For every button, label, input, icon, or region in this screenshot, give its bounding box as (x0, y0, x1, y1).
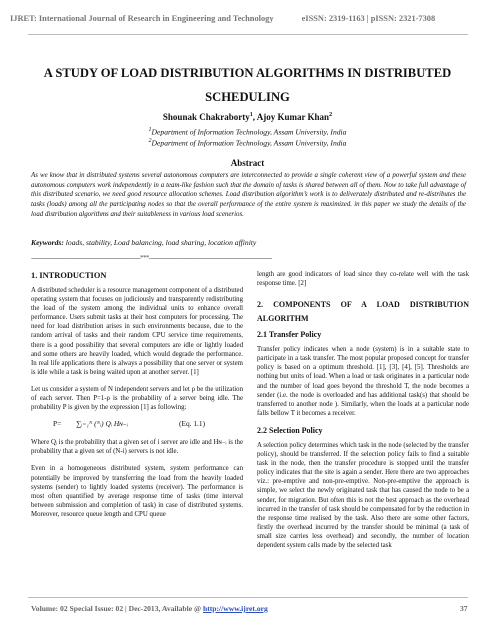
header-rule (28, 34, 468, 35)
affiliation-2 (0, 138, 495, 148)
abstract-text: As we know that in distributed systems several autonomous computers are interconnected to provide a single coherent view of a powerful system and these autonomous computers work independently in a team-like fashion such that the domain of tasks is shared between all of them. Now to take full advantage of this distributed scenario, we need good resource allocation schemes. Load distribution algorithm’s work is to deliverately distributed and re-distributes the tasks (loads) among all the participating nodes so that the overall performance of the entire system is maximized. in this paper we study the details of the load distribution algorithms and their suitableness in various load scenerios. (31, 172, 466, 218)
footer (31, 604, 471, 613)
paper-title: A STUDY OF LOAD DISTRIBUTION ALGORITHMS IN DISTRIBUTED SCHEDULING (43, 66, 452, 104)
keywords (31, 238, 471, 247)
aff-1-sup: 1 (148, 127, 152, 133)
footer-volume: Volume: 02 Special Issue: 02 | Dec-2013, Available @ (31, 604, 203, 613)
heading-components: 2. COMPONENTS OF A LOAD DISTRIBUTION ALGORITHM (257, 300, 469, 324)
equation-number: (Eq. 1.1) (179, 419, 206, 429)
author-2: , Ajoy Kumar Khan (252, 112, 330, 122)
aff-1-text: Department of Information Technology, Assam University, India (151, 127, 347, 137)
keywords-text: loads, stability, Load balancing, load sharing, location affinity (63, 238, 257, 247)
author-1: Shounak Chakraborty (162, 112, 250, 122)
continued-paragraph: length are good indicators of load since they co-relate well with the task response time. [2] (257, 271, 469, 288)
section-separator: ---------------------------------------------------------------***----------------------------------------------------------------------- (31, 254, 272, 262)
issn: eISSN: 2319-1163 | pISSN: 2321-7308 (301, 14, 436, 23)
authors (0, 112, 495, 122)
selection-policy-paragraph: A selection policy determines which task in the node (selected by the transfer policy), should be transferred. If the selection policy fails to find a suitable task in the node, then the transfer procedure is stopped until the transfer policy indicates that the site is again a sender. Here there are two approaches viz.: pre-emptive and non-pre-emptive. Non-pre-emptive the approach is simple, we select the newly originated task that has caused the node to be a sender, for migration. But often this is not the best approach as the overhead incurred in the transfer of task should be compensated for by the reduction in the response time realised by the task. Also there are some other factors, firstly the overhead incurred by the transfer should be minimal (a task of small size carries less overhead) and secondly, the number of location dependent system calls made by the selected task (257, 441, 469, 549)
page-number: 37 (460, 604, 468, 613)
affiliation-1 (0, 127, 495, 137)
running-header (10, 14, 485, 23)
abstract-heading: Abstract (230, 158, 265, 168)
transfer-policy-paragraph: Transfer policy indicates when a node (system) is in a suitable state to participate in a task transfer. The most popular proposed concept for transfer policy is based on a optimum threshold. [1], [3], [4], [5]. Thresholds are nothing but units of load. When a load or task originates in a particular node and the number of load goes beyond the threshold T, the node becomes a sender (i.e. the node is overloaded and has additional task(s) that should be transferred to another node ). Similarly, when the loads at a particular node falls bellow T it becomes a receiver. (257, 346, 469, 417)
equation-lhs: P= (53, 419, 62, 429)
intro-paragraph-4: Even in a homogeneous distributed system, system performance can potentially be improved by transferring the load from the heavily loaded systems (sender) to lightly loaded systems (receiver). The performance is most often quantified by average response time of tasks (time interval between submission and completion of task) in case of distributed systems. Moreover, resource queue length and CPU queue (31, 465, 243, 518)
heading-introduction: 1. INTRODUCTION (31, 271, 107, 280)
author-1-sup: 1 (249, 112, 253, 118)
journal-link[interactable]: http://www.ijret.org (203, 604, 268, 613)
intro-paragraph-3: Where Qᵢ is the probability that a given set of i server are idle and Hɴ₋ᵢ is the probability that a given set of (N-i) servers is not idle. (31, 439, 243, 456)
right-column (257, 270, 469, 550)
equation-1-1 (31, 418, 243, 432)
footer-rule (28, 597, 468, 598)
equation-rhs: ∑ᵢ₌₁ᴺ (ᴺᵢ) Qᵢ Hɴ₋ᵢ (76, 419, 128, 429)
journal-name: IJRET: International Journal of Research in Engineering and Technology (10, 14, 274, 23)
keywords-label: Keywords: (31, 238, 64, 247)
aff-2-text: Department of Information Technology, Assam University, India (151, 138, 347, 148)
intro-paragraph-2: Let us consider a system of N independent servers and let ρ be the utilization of each server. Then P=1-ρ is the probability of a server being idle. The probability P is given by the expression [1] as following: (31, 385, 243, 412)
author-2-sup: 2 (329, 112, 333, 118)
left-column (31, 270, 243, 519)
intro-paragraph-1: A distributed scheduler is a resource management component of a distributed operating system that focuses on judiciously and transparently redistributing the load of the system among the individual units to enhance overall performance. Users submit tasks at their host computers for processing. The need for load distribution arises in such environments because, due to the random arrival of tasks and their random CPU service time requirements, there is a good possibility that several computers are idle or lightly loaded and some others are heavily loaded, which would degrade the performance. In real life applications there is always a possibility that one server or system is idle while a task is being waited upon at another server. [1] (31, 287, 243, 376)
heading-transfer-policy: 2.1 Transfer Policy (257, 330, 322, 340)
aff-2-sup: 2 (148, 138, 152, 144)
heading-selection-policy: 2.2 Selection Policy (257, 425, 323, 435)
